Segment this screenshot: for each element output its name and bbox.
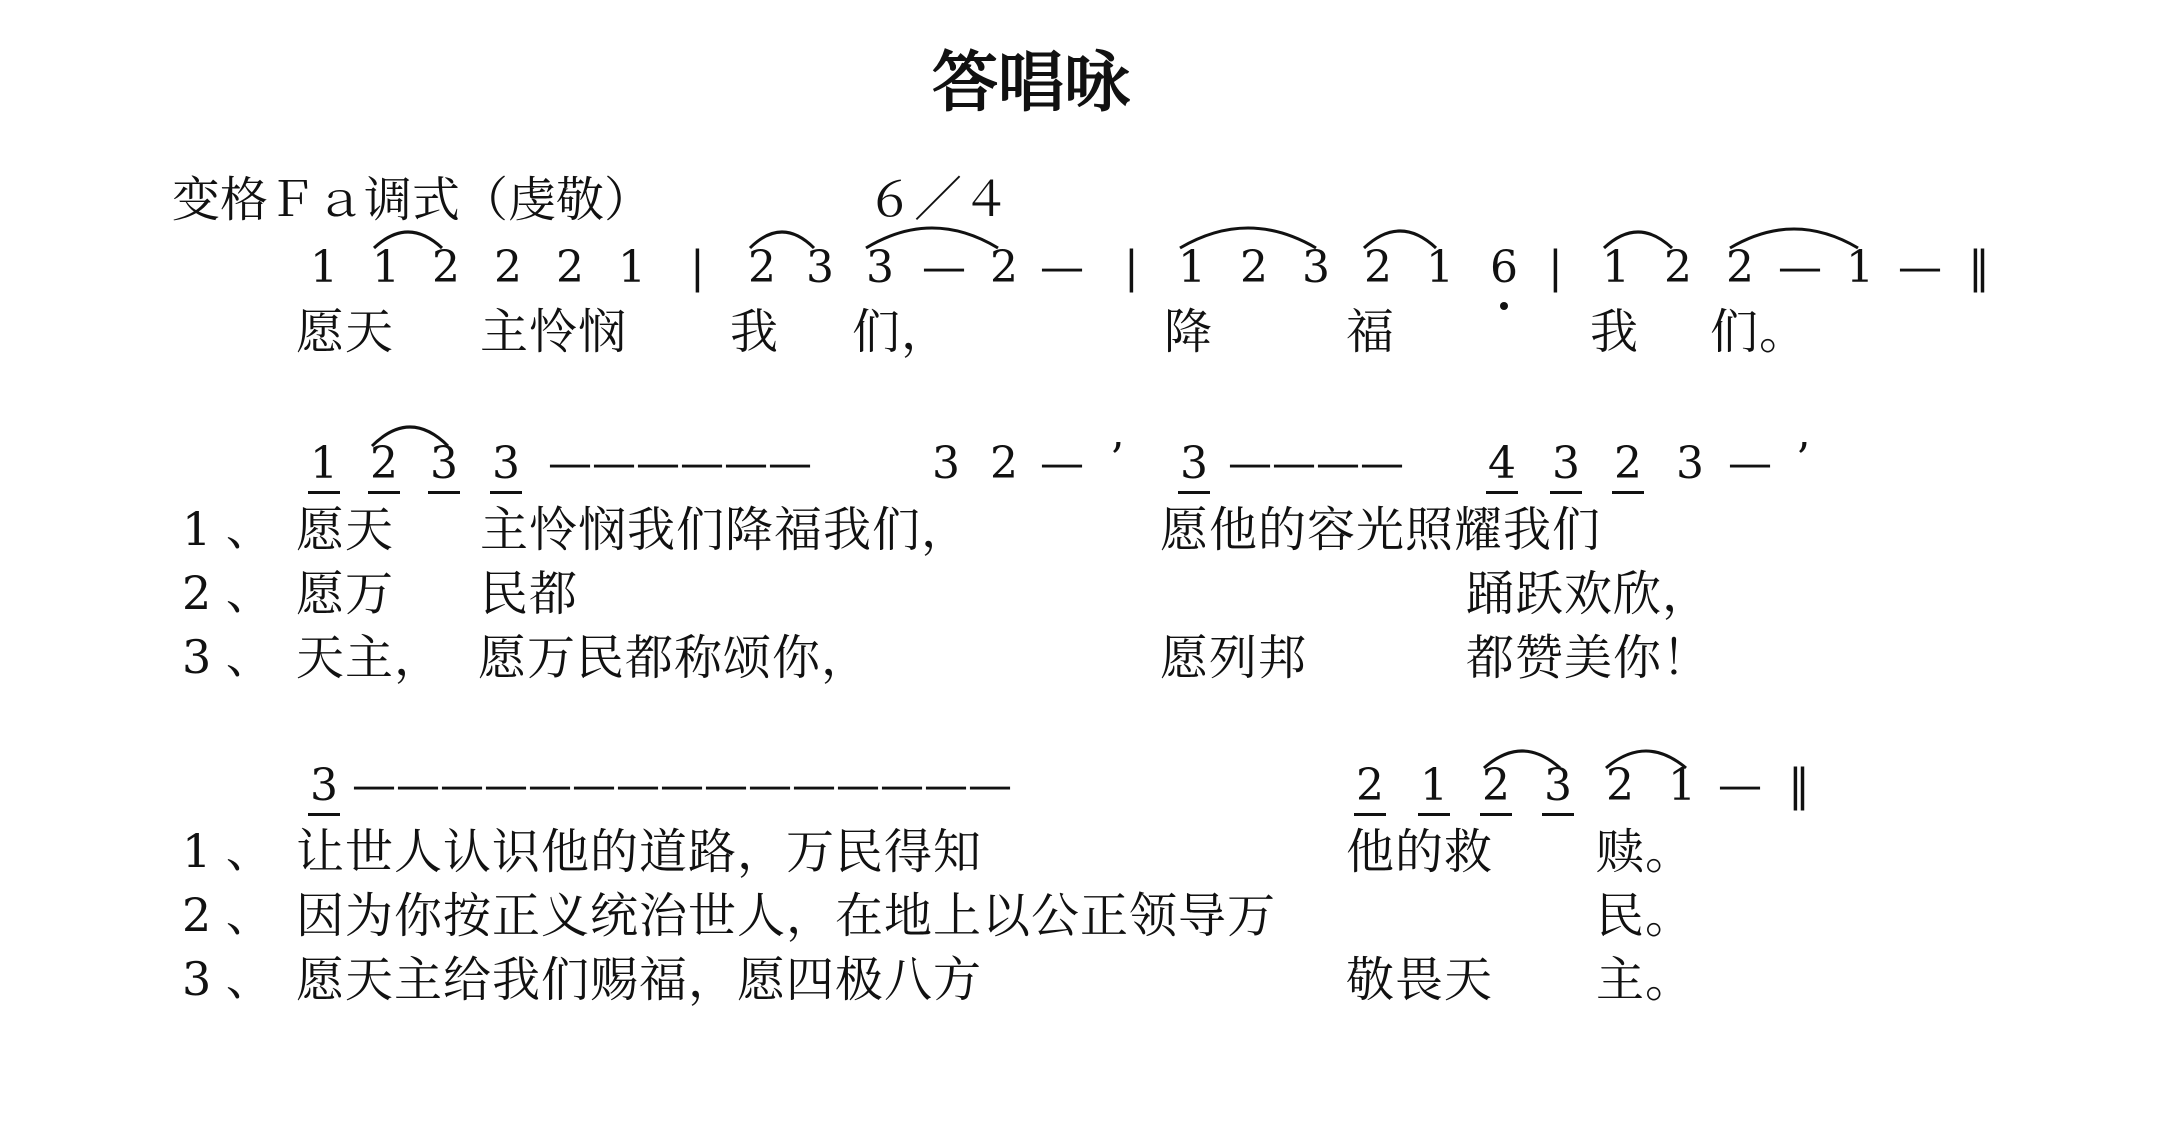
note: 2 bbox=[494, 242, 522, 293]
note: 2 bbox=[990, 438, 1018, 489]
note: 2 bbox=[1664, 242, 1692, 293]
note: 3 bbox=[866, 242, 894, 293]
barline: | bbox=[1124, 242, 1139, 293]
note: 3 bbox=[492, 438, 520, 489]
note: 3 bbox=[310, 760, 338, 811]
note: 1 bbox=[1178, 242, 1206, 293]
dash: — bbox=[1040, 438, 1084, 489]
slur bbox=[1604, 232, 1672, 248]
slur bbox=[866, 228, 998, 248]
dash: — bbox=[1718, 760, 1762, 811]
lyric: 我 bbox=[730, 304, 780, 360]
verse-number: 1 、 bbox=[182, 824, 272, 878]
note: 3 bbox=[806, 242, 834, 293]
note: 3 bbox=[430, 438, 458, 489]
note: 4 bbox=[1488, 438, 1516, 489]
slur bbox=[1484, 751, 1560, 768]
breath-mark: ’ bbox=[1796, 434, 1810, 485]
slur bbox=[372, 427, 448, 446]
verse-number: 3 、 bbox=[182, 630, 272, 684]
dash-run: ———— bbox=[1228, 438, 1404, 489]
lyric: 们， bbox=[852, 304, 951, 360]
lyric: 主怜悯我们降福我们， bbox=[480, 502, 971, 558]
slur bbox=[750, 232, 814, 248]
note: 2 bbox=[556, 242, 584, 293]
note: 2 bbox=[1726, 242, 1754, 293]
lyric: 降 bbox=[1164, 304, 1214, 360]
lyric: 愿天 bbox=[296, 502, 395, 558]
note: 6 bbox=[1490, 242, 1518, 293]
verse-number: 1 、 bbox=[182, 502, 272, 556]
note: 3 bbox=[1180, 438, 1208, 489]
lyric: 因为你按正义统治世人，在地上以公正领导万 bbox=[296, 888, 1277, 944]
lyric: 踊跃欢欣， bbox=[1466, 566, 1712, 622]
note: 1 bbox=[1668, 760, 1696, 811]
lyric: 敬畏天 bbox=[1346, 952, 1494, 1008]
lyric: 愿万民都称颂你， bbox=[478, 630, 871, 686]
slur bbox=[1606, 751, 1686, 768]
lyric: 愿天 bbox=[296, 304, 395, 360]
slur bbox=[1180, 228, 1316, 248]
barline: | bbox=[1548, 242, 1563, 293]
verse-number: 3 、 bbox=[182, 952, 272, 1006]
note: 2 bbox=[1482, 760, 1510, 811]
lyric: 愿列邦 bbox=[1160, 630, 1308, 686]
note: 1 bbox=[372, 242, 400, 293]
lyric: 他的救 bbox=[1346, 824, 1494, 880]
lyric: 们。 bbox=[1710, 304, 1809, 360]
dash: — bbox=[1778, 242, 1822, 293]
verse-number: 2 、 bbox=[182, 888, 272, 942]
lyric: 都赞美你！ bbox=[1466, 630, 1712, 686]
slur bbox=[1364, 231, 1436, 248]
note: 3 bbox=[1302, 242, 1330, 293]
note: 2 bbox=[748, 242, 776, 293]
final-barline: ‖ bbox=[1788, 760, 1810, 811]
note: 1 bbox=[310, 242, 338, 293]
verse-number: 2 、 bbox=[182, 566, 272, 620]
key-signature: 变格Ｆａ调式（虔敬） bbox=[172, 172, 653, 228]
note: 2 bbox=[432, 242, 460, 293]
note: 1 bbox=[310, 438, 338, 489]
lyric: 主。 bbox=[1596, 952, 1695, 1008]
note: 1 bbox=[1846, 242, 1874, 293]
lyric: 愿他的容光照耀我们 bbox=[1160, 502, 1602, 558]
lyric: 主怜悯 bbox=[480, 304, 628, 360]
dash: — bbox=[1040, 242, 1084, 293]
lyric: 民都 bbox=[480, 566, 579, 622]
dash: — bbox=[1898, 242, 1942, 293]
note: 1 bbox=[618, 242, 646, 293]
lyric: 愿万 bbox=[296, 566, 395, 622]
slur bbox=[1730, 229, 1858, 248]
dash: — bbox=[922, 242, 966, 293]
note: 3 bbox=[1544, 760, 1572, 811]
note: 1 bbox=[1420, 760, 1448, 811]
note: 3 bbox=[1676, 438, 1704, 489]
lyric: 民。 bbox=[1596, 888, 1695, 944]
dash-run: ——————————————— bbox=[352, 760, 1012, 811]
note: 3 bbox=[1552, 438, 1580, 489]
final-barline: ‖ bbox=[1968, 242, 1990, 293]
note: 2 bbox=[1364, 242, 1392, 293]
lyric: 天主， bbox=[296, 630, 444, 686]
dash-run: —————— bbox=[548, 438, 812, 489]
time-signature: ６／４ bbox=[866, 172, 1011, 228]
lyric: 赎。 bbox=[1596, 824, 1695, 880]
note: 1 bbox=[1602, 242, 1630, 293]
lyric: 我 bbox=[1590, 304, 1640, 360]
note: 2 bbox=[370, 438, 398, 489]
note: 2 bbox=[990, 242, 1018, 293]
note: 2 bbox=[1240, 242, 1268, 293]
note: 2 bbox=[1356, 760, 1384, 811]
breath-mark: ’ bbox=[1110, 434, 1124, 485]
note: 2 bbox=[1614, 438, 1642, 489]
barline: | bbox=[690, 242, 705, 293]
lyric: 让世人认识他的道路，万民得知 bbox=[296, 824, 983, 880]
lyric: 愿天主给我们赐福，愿四极八方 bbox=[296, 952, 983, 1008]
note: 3 bbox=[932, 438, 960, 489]
dash: — bbox=[1728, 438, 1772, 489]
note: 2 bbox=[1606, 760, 1634, 811]
slur bbox=[374, 232, 442, 248]
lyric: 福 bbox=[1346, 304, 1396, 360]
note: 1 bbox=[1426, 242, 1454, 293]
page-title: 答唱咏 bbox=[932, 44, 1130, 121]
